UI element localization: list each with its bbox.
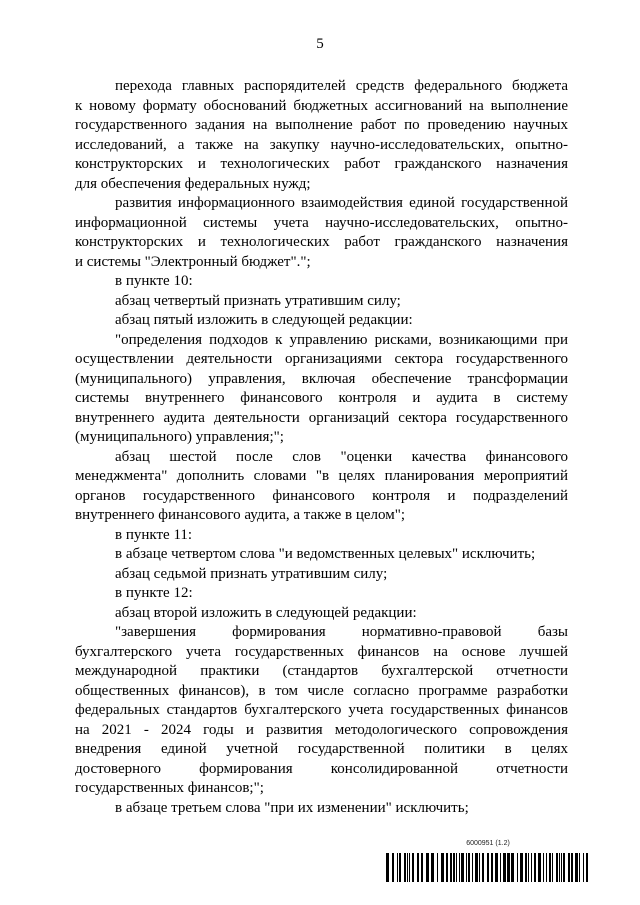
text-line: на 2021 - 2024 годы и развития методологического сопровождения [75, 721, 568, 738]
barcode-bar [475, 853, 478, 882]
text-line: федеральных стандартов бухгалтерского учета государственных финансов [75, 702, 568, 718]
barcode-bar [468, 853, 470, 882]
barcode-bar [466, 853, 467, 882]
paragraph [75, 545, 568, 565]
text-line: исследований, а также на закупку научно-исследовательских, опытно- [75, 136, 568, 153]
barcode-bar [446, 853, 448, 882]
paragraph [75, 565, 568, 585]
barcode-bar [559, 853, 560, 882]
barcode-bar [556, 853, 558, 882]
barcode-bar [461, 853, 464, 882]
barcode-bar [520, 853, 523, 882]
barcode-bar [491, 853, 493, 882]
paragraph [75, 194, 568, 272]
barcode-bar [426, 853, 429, 882]
barcode-bar [392, 853, 394, 882]
barcode-bar [453, 853, 455, 882]
text-line: в абзаце четвертом слова "и ведомственных целевых" исключить; [115, 546, 536, 562]
barcode-bar [417, 853, 419, 882]
barcode-bar [386, 853, 389, 882]
barcode-bar [412, 853, 414, 882]
barcode-bar [421, 853, 423, 882]
barcode-bar [571, 853, 573, 882]
barcode-bar [479, 853, 480, 882]
barcode-bar [528, 853, 529, 882]
text-line: менеджмента" дополнить словами "в целях планирования мероприятий [75, 468, 568, 484]
barcode-bar [583, 853, 584, 882]
barcode-bar [472, 853, 473, 882]
paragraph [75, 584, 568, 604]
barcode-bar [487, 853, 489, 882]
text-line: к новому формату обоснований бюджетных ассигнований на выполнение [75, 97, 568, 114]
barcode-graphic [386, 853, 590, 882]
text-line: внедрения единой учетной государственной политики в целях [75, 741, 568, 757]
text-line: информационной системы учета научно-исследовательских, опытно- [75, 214, 568, 231]
barcode-bar [404, 853, 406, 882]
text-line: абзац пятый изложить в следующей редакции: [115, 312, 413, 328]
barcode-bar [538, 853, 541, 882]
barcode-bar [507, 853, 510, 882]
barcode-bar [563, 853, 565, 882]
paragraph [75, 623, 568, 799]
text-line: общественных финансов), в том числе согласно программе разработки [75, 682, 568, 699]
barcode-bar [495, 853, 498, 882]
barcode-bar [450, 853, 452, 882]
text-line: системы внутреннего финансового контроля и аудита в систему [75, 390, 568, 406]
barcode-bar [568, 853, 570, 882]
barcode-bar [399, 853, 401, 882]
text-line: международной практики (стандартов бухгалтерской отчетности [75, 663, 568, 679]
paragraph [75, 311, 568, 331]
barcode-bar [407, 853, 408, 882]
barcode-bar [482, 853, 484, 882]
text-line: в пункте 12: [115, 585, 193, 601]
text-line: в абзаце третьем слова "при их изменении" исключить; [115, 799, 469, 816]
paragraph [75, 272, 568, 292]
text-line: (муниципального) управления, включая обеспечение трансформации [75, 370, 568, 387]
paragraph [75, 448, 568, 526]
paragraph [75, 799, 568, 819]
barcode-bar [409, 853, 410, 882]
paragraph [75, 77, 568, 194]
barcode-bar [552, 853, 553, 882]
text-line: в пункте 11: [115, 526, 193, 543]
paragraph [75, 331, 568, 448]
paragraph [75, 604, 568, 624]
text-line: конструкторских и технологических работ гражданского назначения [75, 234, 568, 250]
text-line: внутреннего аудита деятельности организаций сектора государственного [75, 409, 568, 426]
text-line: перехода главных распорядителей средств федерального бюджета [115, 78, 568, 94]
document-code: 6000951 (1.2) [466, 840, 510, 847]
document-body [75, 77, 568, 818]
barcode-bar [441, 853, 444, 882]
text-line: в пункте 10: [115, 273, 193, 289]
barcode [386, 853, 590, 882]
barcode-bar [456, 853, 457, 882]
barcode-bar [534, 853, 536, 882]
barcode-bar [517, 853, 518, 882]
text-line: "определения подходов к управлению рисками, возникающими при [115, 331, 568, 348]
barcode-bar [561, 853, 562, 882]
barcode-bar [586, 853, 588, 882]
text-line: государственных финансов;"; [75, 780, 264, 796]
text-line: "завершения формирования нормативно-правовой базы [115, 624, 568, 640]
barcode-bar [575, 853, 578, 882]
text-line: государственного задания на выполнение работ по проведению научных [75, 117, 568, 133]
text-line: и системы "Электронный бюджет"."; [75, 253, 311, 270]
text-line: внутреннего финансового аудита, а также в целом"; [75, 507, 406, 523]
barcode-bar [546, 853, 547, 882]
barcode-bar [437, 853, 438, 882]
page-number: 5 [316, 36, 324, 52]
barcode-bar [397, 853, 398, 882]
text-line: абзац седьмой признать утратившим силу; [115, 565, 388, 582]
barcode-bar [579, 853, 580, 882]
text-line: абзац шестой после слов "оценки качества финансового [115, 448, 568, 465]
barcode-bar [531, 853, 532, 882]
barcode-bar [543, 853, 544, 882]
text-line: абзац четвертый признать утратившим силу; [115, 292, 401, 309]
barcode-bar [549, 853, 551, 882]
text-line: (муниципального) управления;"; [75, 429, 284, 445]
barcode-bar [459, 853, 460, 882]
text-line: органов государственного финансового контроля и подразделений [75, 487, 568, 504]
barcode-bar [500, 853, 501, 882]
paragraph [75, 526, 568, 546]
text-line: развития информационного взаимодействия единой государственной [115, 195, 568, 211]
paragraph [75, 292, 568, 312]
barcode-bar [431, 853, 434, 882]
text-line: бухгалтерского учета государственных финансов на основе лучшей [75, 643, 568, 660]
text-line: для обеспечения федеральных нужд; [75, 175, 311, 192]
text-line: конструкторских и технологических работ гражданского назначения [75, 156, 568, 172]
barcode-bar [525, 853, 527, 882]
text-line: осуществлении деятельности организациями сектора государственного [75, 351, 568, 367]
text-line: абзац второй изложить в следующей редакции: [115, 604, 417, 621]
barcode-bar [511, 853, 514, 882]
text-line: достоверного формирования консолидированной отчетности [75, 760, 568, 777]
barcode-bar [503, 853, 506, 882]
